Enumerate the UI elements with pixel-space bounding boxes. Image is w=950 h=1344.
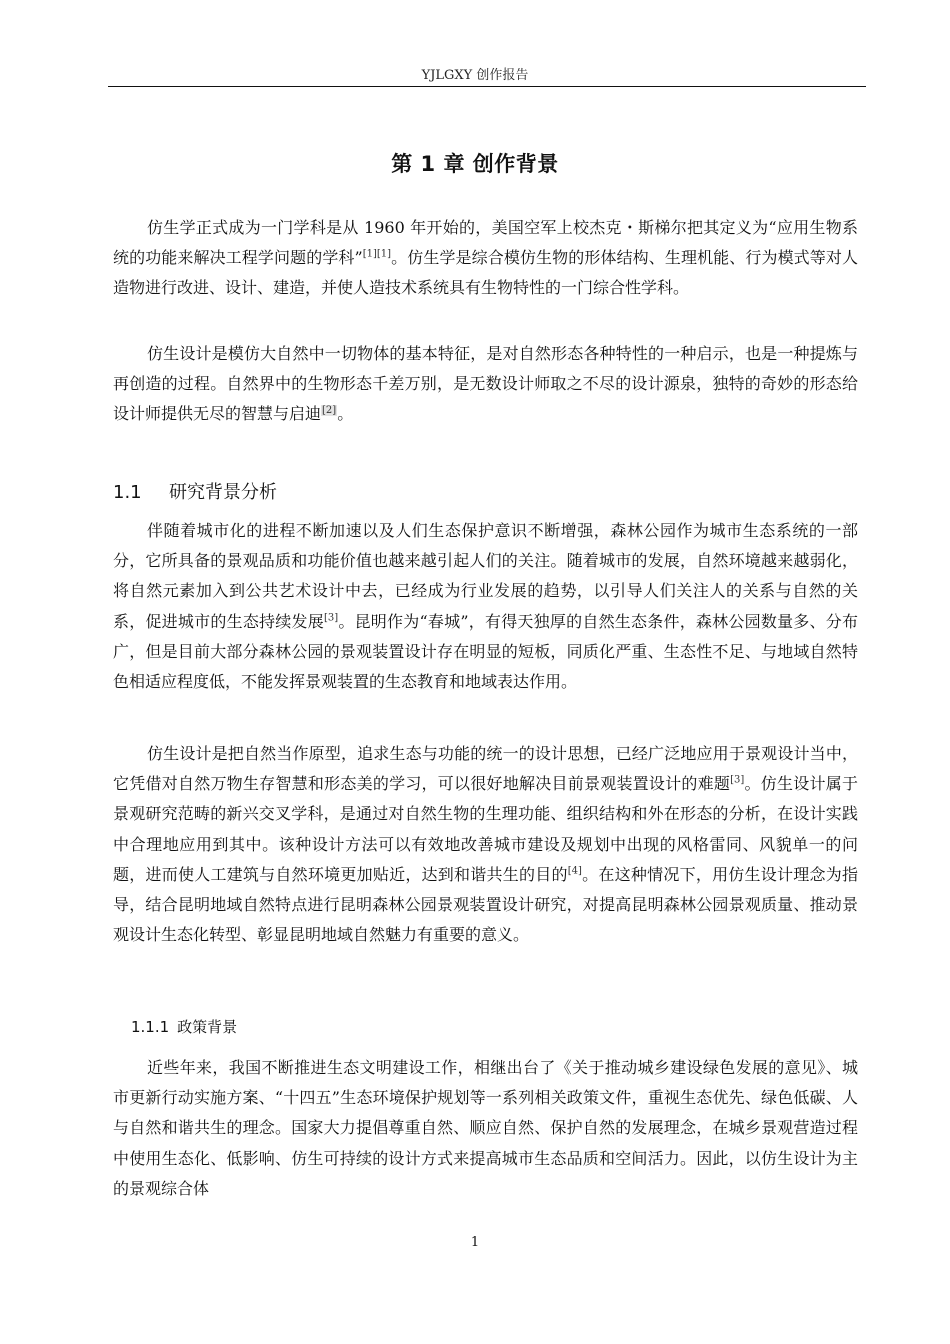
paragraph-3-text-a: 伴随着城市化的进程不断加速以及人们生态保护意识不断增强，森林公园作为城市生态系统的一部分，它所具备的景观品质和功能价值也越来越引起人们的关注。随着城市的发展，自然环境越来越弱化，将自然元素加入到公共艺术设计中去，已经成为行业发展的趋势，以引导人们关注人的关系与自然的关系，促进城市的生态持续发展 [113,521,858,631]
paragraph-5 [113,1053,858,1204]
paragraph-4 [113,739,858,950]
section-number: 1.1 [113,482,142,503]
paragraph-4-text-c: 。在这种情况下，用仿生设计理念为指导，结合昆明地域自然特点进行昆明森林公园景观装置设计研究，对提高昆明森林公园景观质量、推动景观设计生态化转型、彰显昆明地域自然魅力有重要的意义。 [113,864,858,945]
paragraph-4-text-b: 。仿生设计属于景观研究范畴的新兴交叉学科，是通过对自然生物的生理功能、组织结构和外在形态的分析，在设计实践中合理地应用到其中。该种设计方法可以有效地改善城市建设及规划中出现的风格雷同、风貌单一的问题，进而使人工建筑与自然环境更加贴近，达到和谐共生的目的 [113,774,858,884]
paragraph-3-text-b: 。昆明作为“春城”，有得天独厚的自然生态条件，森林公园数量多、分布广，但是目前大部分森林公园的景观装置设计存在明显的短板，同质化严重、生态性不足、与地域自然特色相适应程度低，不能发挥景观装置的生态教育和地域表达作用。 [113,611,858,692]
paragraph-1-text-a: 仿生学正式成为一门学科是从 1960 年开始的，美国空军上校杰克・斯梯尔把其定义为“应用生物系统的功能来解决工程学问题的学科” [113,218,858,268]
page-number: 1 [470,1235,480,1250]
header-divider [108,86,866,87]
page-header: YJLGXY 创作报告 [421,68,529,83]
paragraph-2-text-b: 。 [337,404,354,424]
paragraph-5-text-a: 近些年来，我国不断推进生态文明建设工作，相继出台了《关于推动城乡建设绿色发展的意见》、城市更新行动实施方案、“十四五”生态环境保护规划等一系列相关政策文件，重视生态优先、绿色低碳、人与自然和谐共生的理念。国家大力提倡尊重自然、顺应自然、保护自然的发展理念，在城乡景观营造过程中使用生态化、低影响、仿生可持续的设计方式来提高城市生态品质和空间活力。因此，以仿生设计为主的景观综合体 [113,1058,858,1198]
citation-1: [1][1] [362,248,392,260]
paragraph-2 [113,339,858,430]
citation-5: [4] [567,865,582,877]
paragraph-1 [113,213,858,304]
section-title: 研究背景分析 [169,482,277,503]
paragraph-3 [113,516,858,697]
subsection-heading [131,1016,237,1037]
citation-2: [2] [322,405,337,417]
citation-3: [3] [323,612,339,624]
subsection-number: 1.1.1 [131,1018,170,1036]
paragraph-2-text-a: 仿生设计是模仿大自然中一切物体的基本特征，是对自然形态各种特性的一种启示，也是一种提炼与再创造的过程。自然界中的生物形态千差万别，是无数设计师取之不尽的设计源泉，独特的奇妙的形态给设计师提供无尽的智慧与启迪 [113,344,858,424]
section-heading [113,478,277,504]
citation-4: [3] [730,774,745,786]
paragraph-1-text-b: 。仿生学是综合模仿生物的形体结构、生理机能、行为模式等对人造物进行改进、设计、建造，并使人造技术系统具有生物特性的一门综合性学科。 [113,248,858,298]
subsection-title: 政策背景 [177,1018,238,1036]
paragraph-4-text-a: 仿生设计是把自然当作原型，追求生态与功能的统一的设计思想，已经广泛地应用于景观设计当中，它凭借对自然万物生存智慧和形态美的学习，可以很好地解决目前景观装置设计的难题 [113,744,858,794]
chapter-title: 第 1 章 创作背景 [391,152,559,176]
